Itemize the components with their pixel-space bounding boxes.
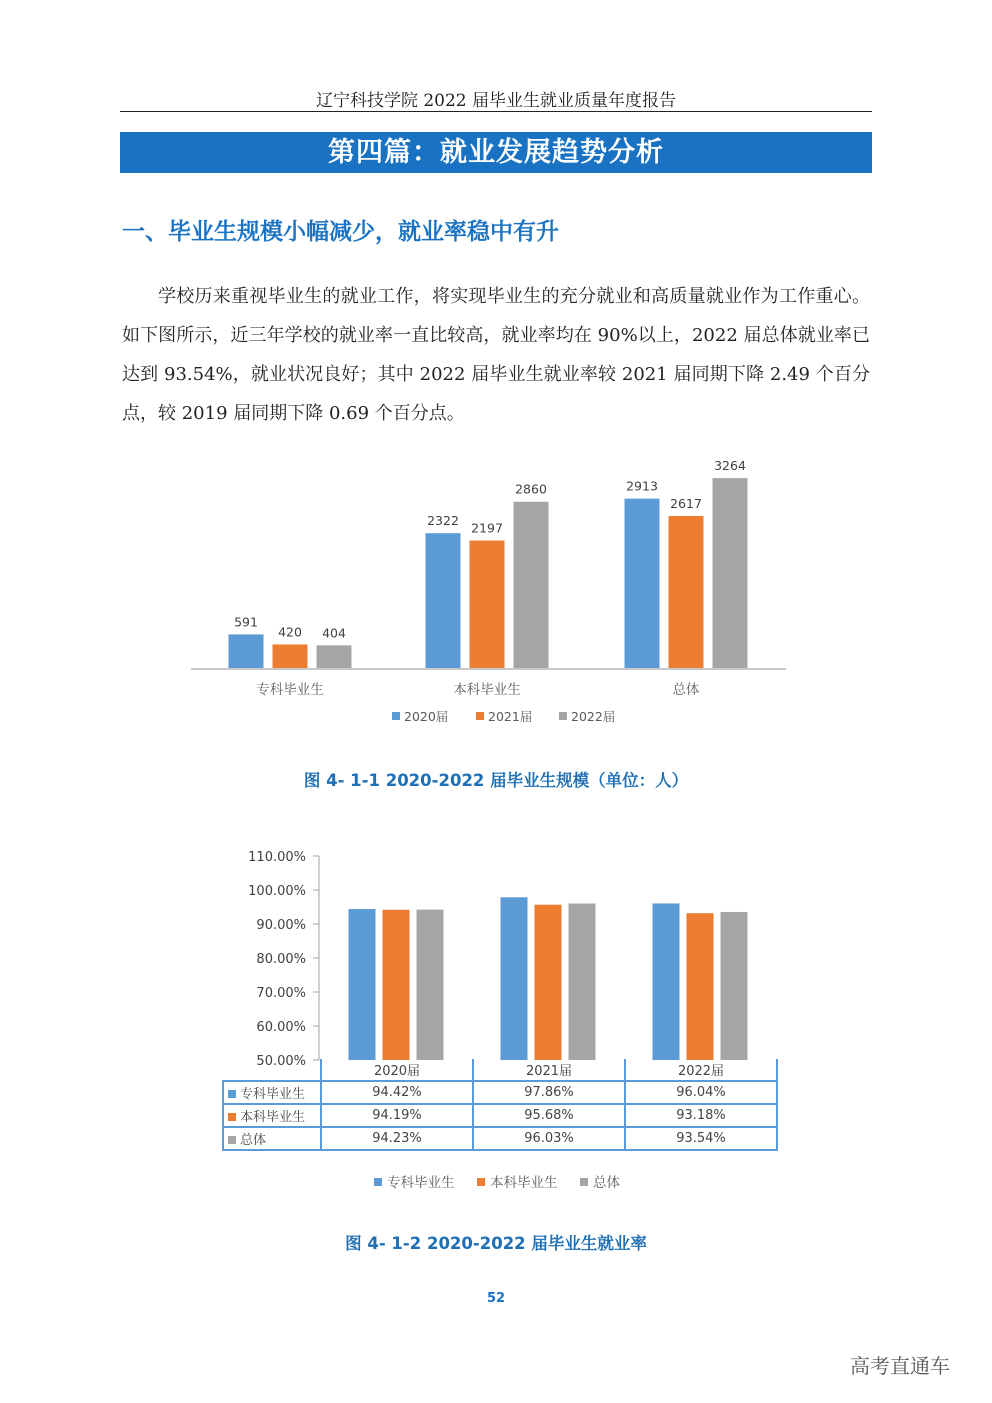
data-label: 420 xyxy=(278,624,302,640)
data-table-cell: 94.23% xyxy=(321,1127,473,1150)
bar-1 xyxy=(625,499,660,669)
bar-2 xyxy=(687,913,714,1060)
bar-3 xyxy=(713,478,748,669)
section-heading: 一、毕业生规模小幅减少，就业率稳中有升 xyxy=(122,219,559,245)
bar-2 xyxy=(273,644,308,669)
data-table-cell: 94.42% xyxy=(321,1081,473,1104)
bar-1 xyxy=(349,909,376,1060)
legend-swatch xyxy=(559,712,567,720)
data-table-header-2021: 2021届 xyxy=(473,1059,625,1081)
legend-label: 2021届 xyxy=(488,709,533,724)
legend-swatch xyxy=(477,1178,485,1186)
y-tick-label: 90.00% xyxy=(256,918,306,933)
data-label: 3264 xyxy=(714,458,746,474)
employment-rate-data-table xyxy=(222,1059,778,1151)
bar-2 xyxy=(470,541,505,669)
data-table-header-2022: 2022届 xyxy=(625,1059,777,1081)
bar-3 xyxy=(417,910,444,1060)
legend-swatch-orange xyxy=(228,1113,236,1121)
legend-swatch xyxy=(476,712,484,720)
chapter-title-banner: 第四篇：就业发展趋势分析 xyxy=(120,132,872,173)
graduate-scale-chart xyxy=(0,440,992,740)
data-label: 2860 xyxy=(515,481,547,497)
y-tick-label: 60.00% xyxy=(256,1020,306,1035)
data-table-cell: 93.54% xyxy=(625,1127,777,1150)
data-table-row-label: 本科毕业生 xyxy=(223,1104,321,1127)
bar-2 xyxy=(383,910,410,1060)
watermark-text: 高考直通车 xyxy=(850,1354,950,1378)
bar-3 xyxy=(514,502,549,669)
category-label: 专科毕业生 xyxy=(256,682,324,698)
data-table-header-row xyxy=(223,1059,777,1081)
data-label: 2617 xyxy=(670,495,702,511)
data-table-header-2020: 2020届 xyxy=(321,1059,473,1081)
data-label: 404 xyxy=(322,625,346,641)
bar-2 xyxy=(535,905,562,1060)
y-tick-label: 50.00% xyxy=(256,1054,306,1069)
header-divider xyxy=(120,111,872,112)
data-table-cell: 96.03% xyxy=(473,1127,625,1150)
category-label: 总体 xyxy=(672,682,700,698)
employment-rate-legend xyxy=(0,1170,992,1194)
bar-3 xyxy=(569,903,596,1060)
data-table-cell: 93.18% xyxy=(625,1104,777,1127)
body-paragraph: 学校历来重视毕业生的就业工作，将实现毕业生的充分就业和高质量就业作为工作重心。如下图所示，近三年学校的就业率一直比较高，就业率均在 90%以上，2022 届总体就业率已达到 93.54%，就业状况良好；其中 2022 届毕业生就业率较 2021 届同期下降 2.49 个百分点，较 2019 届同期下降 0.69 个百分点。 xyxy=(122,286,870,424)
legend-swatch-blue xyxy=(228,1090,236,1098)
legend-swatch-gray xyxy=(228,1136,236,1144)
legend-swatch xyxy=(580,1178,588,1186)
running-header: 辽宁科技学院 2022 届毕业生就业质量年度报告 xyxy=(315,91,677,111)
data-table-cell: 95.68% xyxy=(473,1104,625,1127)
data-label: 591 xyxy=(234,614,258,630)
legend-swatch xyxy=(374,1178,382,1186)
bar-2 xyxy=(669,516,704,669)
data-label: 2197 xyxy=(471,520,503,536)
legend-swatch xyxy=(392,712,400,720)
category-label: 本科毕业生 xyxy=(453,682,521,698)
data-table-cell: 96.04% xyxy=(625,1081,777,1104)
bar-3 xyxy=(317,645,352,669)
bar-1 xyxy=(653,903,680,1060)
y-tick-label: 110.00% xyxy=(248,850,306,865)
y-tick-label: 80.00% xyxy=(256,952,306,967)
figure-caption-2: 图 4- 1-2 2020-2022 届毕业生就业率 xyxy=(345,1234,647,1253)
legend-label: 2022届 xyxy=(571,709,616,724)
y-tick-label: 100.00% xyxy=(248,884,306,899)
data-table-row-label: 专科毕业生 xyxy=(223,1081,321,1104)
data-label: 2322 xyxy=(427,513,459,529)
legend-label: 专科毕业生 xyxy=(387,1175,455,1191)
data-table-cell: 97.86% xyxy=(473,1081,625,1104)
legend-label: 总体 xyxy=(593,1175,620,1191)
data-table-cell: 94.19% xyxy=(321,1104,473,1127)
data-table-row xyxy=(223,1127,777,1150)
page-number: 52 xyxy=(486,1291,506,1306)
employment-rate-chart xyxy=(0,840,992,1070)
data-label: 2913 xyxy=(626,478,658,494)
bar-1 xyxy=(501,897,528,1060)
y-tick-label: 70.00% xyxy=(256,986,306,1001)
legend-label: 本科毕业生 xyxy=(490,1175,558,1191)
bar-1 xyxy=(426,533,461,669)
figure-caption-1: 图 4- 1-1 2020-2022 届毕业生规模（单位：人） xyxy=(303,771,689,790)
data-table-row xyxy=(223,1081,777,1104)
legend-label: 2020届 xyxy=(404,709,449,724)
bar-1 xyxy=(229,634,264,669)
bar-3 xyxy=(721,912,748,1060)
data-table-row-label: 总体 xyxy=(223,1127,321,1150)
data-table-row xyxy=(223,1104,777,1127)
